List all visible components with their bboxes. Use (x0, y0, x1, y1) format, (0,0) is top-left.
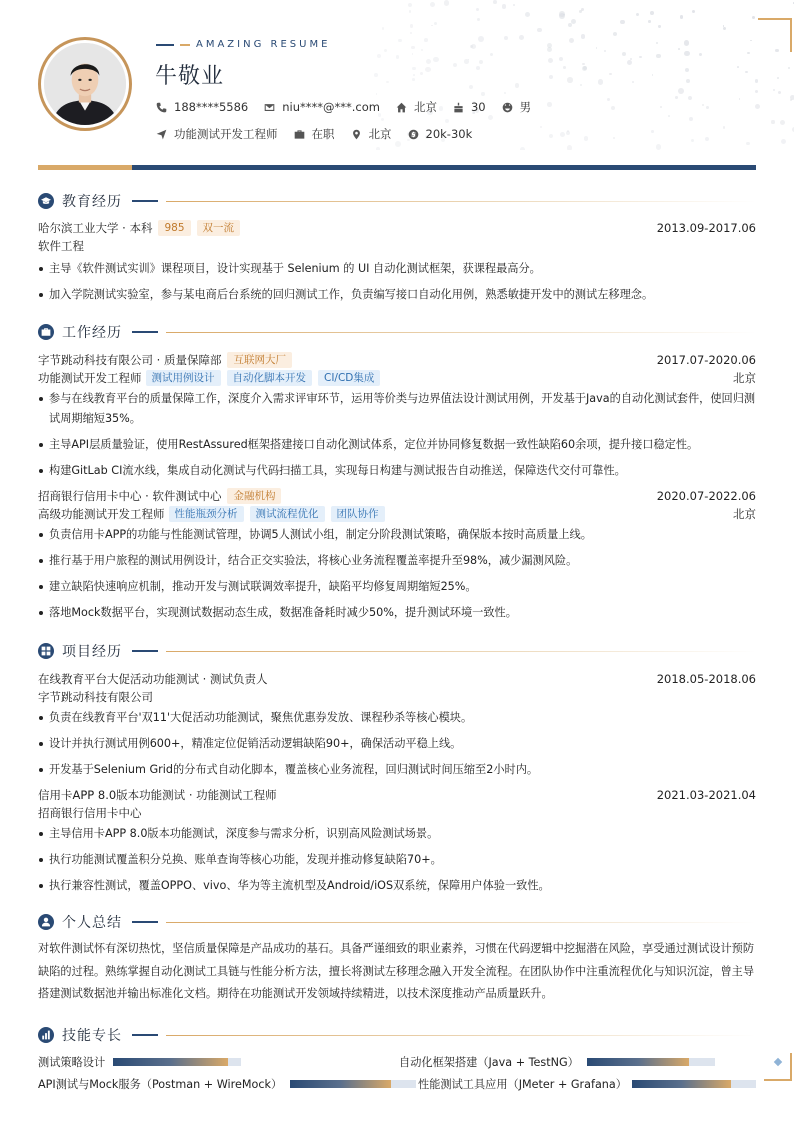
section-title: 项目经历 (62, 644, 122, 660)
company-name: 字节跳动科技有限公司 · 质量保障部 (38, 353, 222, 367)
list-item: 开发基于Selenium Grid的分布式自动化脚本，覆盖核心业务流程，回归测试时间压缩至2小时内。 (38, 760, 756, 780)
school-name: 哈尔滨工业大学 · 本科 (38, 221, 153, 235)
education-period: 2013.09-2017.06 (656, 221, 756, 235)
list-item: 推行基于用户旅程的测试用例设计，结合正交实验法，将核心业务流程覆盖率提升至98%，减少漏测风险。 (38, 551, 756, 571)
school-tag: 985 (158, 220, 190, 236)
section-header (38, 322, 756, 342)
skill-name: 性能测试工具应用（JMeter + Grafana） (418, 1078, 627, 1091)
gender (502, 99, 532, 115)
role-tag: 测试用例设计 (146, 370, 221, 386)
briefcase-icon (38, 324, 54, 340)
salary-value: 20k-30k (425, 127, 473, 141)
school-tag: 双一流 (197, 220, 241, 236)
list-item: 设计并执行测试用例600+，精准定位促销活动逻辑缺陷90+，确保活动平稳上线。 (38, 734, 756, 754)
project-entry (38, 786, 756, 804)
position-value: 功能测试开发工程师 (174, 127, 278, 141)
section-title: 技能专长 (62, 1028, 122, 1044)
role-name: 功能测试开发工程师 (38, 371, 142, 385)
section-title: 工作经历 (62, 325, 122, 341)
bar-chart-icon (38, 1027, 54, 1043)
job-location: 北京 (733, 371, 756, 385)
list-item: 负责在线教育平台'双11'大促活动功能测试，聚焦优惠券发放、课程秒杀等核心模块。 (38, 708, 756, 728)
grid-icon (38, 643, 54, 659)
list-item: 落地Mock数据平台，实现测试数据动态生成，数据准备耗时减少50%，提升测试环境一致性。 (38, 603, 756, 623)
section-header (38, 641, 756, 661)
skill-bar (290, 1080, 416, 1088)
city-value: 北京 (413, 100, 437, 114)
company-tag: 互联网大厂 (227, 352, 292, 368)
role-tag: 性能瓶颈分析 (169, 506, 244, 522)
role-tag: CI/CD集成 (318, 370, 380, 386)
target-city (351, 126, 392, 142)
list-item: 加入学院测试实验室，参与某电商后台系统的回归测试工作，负责编写接口自动化用例，熟悉敏捷开发中的测试左移理念。 (38, 285, 756, 305)
candidate-name: 牛敬业 (155, 64, 225, 89)
phone-value: 188****5586 (174, 100, 249, 114)
tagline-line (156, 44, 174, 46)
status-value: 在职 (311, 127, 335, 141)
smile-icon (502, 102, 513, 113)
list-item: 负责信用卡APP的功能与性能测试管理，协调5人测试小组，制定分阶段测试策略，确保版本按时高质量上线。 (38, 525, 756, 545)
project-entry (38, 670, 756, 688)
skill-item (38, 1075, 416, 1093)
email-value: niu****@***.com (282, 100, 380, 114)
skill-bar (587, 1058, 715, 1066)
job-period: 2020.07-2022.06 (656, 489, 756, 503)
section-header (38, 191, 756, 211)
graduation-cap-icon (38, 193, 54, 209)
project-period: 2021.03-2021.04 (656, 788, 756, 802)
gender-value: 男 (519, 100, 532, 114)
briefcase-icon (294, 129, 305, 140)
summary-section (38, 912, 756, 1006)
job-entry (38, 487, 756, 505)
project-name: 在线教育平台大促活动功能测试 · 测试负责人 (38, 672, 268, 686)
job-location: 北京 (733, 507, 756, 521)
job-role (38, 369, 756, 387)
project-name: 信用卡APP 8.0版本功能测试 · 功能测试工程师 (38, 788, 277, 802)
skill-name: API测试与Mock服务（Postman + WireMock） (38, 1078, 283, 1091)
job-intent-row (156, 126, 488, 142)
section-header (38, 912, 756, 932)
projects-section (38, 641, 756, 902)
role-name: 高级功能测试开发工程师 (38, 507, 165, 521)
avatar-photo (44, 43, 126, 125)
list-item: 主导《软件测试实训》课程项目，设计实现基于 Selenium 的 UI 自动化测试框架，获课程最高分。 (38, 259, 756, 279)
avatar (38, 37, 132, 131)
skill-item (38, 1053, 241, 1071)
role-tag: 团队协作 (331, 506, 385, 522)
skill-item (418, 1075, 756, 1093)
corner-ornament-top (758, 18, 792, 52)
list-item: 主导API层质量验证，使用RestAssured框架搭建接口自动化测试体系，定位并协同修复数据一致性缺陷60余项，提升接口稳定性。 (38, 435, 756, 455)
company-tag: 金融机构 (227, 488, 281, 504)
work-section (38, 322, 756, 629)
header-divider-bar (38, 165, 756, 170)
tagline-accent-line (180, 44, 190, 46)
job-role (38, 505, 756, 523)
section-title: 个人总结 (62, 915, 122, 931)
role-tag: 自动化脚本开发 (227, 370, 313, 386)
salary (408, 127, 473, 141)
money-icon (408, 129, 419, 140)
cake-icon (453, 102, 464, 113)
skill-name: 测试策略设计 (38, 1056, 106, 1069)
skills-list (38, 1051, 756, 1101)
skill-bar (113, 1058, 241, 1066)
job-entry (38, 351, 756, 369)
section-header (38, 1025, 756, 1045)
position (156, 126, 278, 142)
age (453, 100, 486, 114)
phone-icon (156, 102, 167, 113)
home-icon (396, 102, 407, 113)
project-org: 招商银行信用卡中心 (38, 806, 142, 820)
summary-text: 对软件测试怀有深切热忱，坚信质量保障是产品成功的基石。具备严谨细致的职业素养，习惯在代码逻辑中挖掘潜在风险，享受通过测试设计预防缺陷的过程。熟练掌握自动化测试工具链与性能分析方法，擅长将测试左移理念融入开发全流程。在团队协作中注重流程优化与知识沉淀，曾主导搭建测试数据池并输出标准化文档。期待在功能测试开发领域持续精进，以技术深度推动产品质量跃升。 (38, 942, 755, 1000)
major: 软件工程 (38, 239, 84, 253)
education-entry (38, 219, 756, 237)
project-org: 字节跳动科技有限公司 (38, 690, 153, 704)
company-name: 招商银行信用卡中心 · 软件测试中心 (38, 489, 222, 503)
mail-icon (264, 102, 275, 113)
list-item: 建立缺陷快速响应机制，推动开发与测试联调效率提升，缺陷平均修复周期缩短25%。 (38, 577, 756, 597)
skills-section (38, 1025, 756, 1101)
tagline-text: AMAZING RESUME (196, 39, 331, 50)
list-item: 执行功能测试覆盖积分兑换、账单查询等核心功能，发现并推动修复缺陷70+。 (38, 850, 756, 870)
target-city-value: 北京 (368, 127, 392, 141)
role-tag: 测试流程优化 (250, 506, 325, 522)
skill-item (399, 1053, 715, 1071)
job-period: 2017.07-2020.06 (656, 353, 756, 367)
status (294, 126, 335, 142)
age-value: 30 (470, 100, 486, 114)
tagline (156, 39, 330, 50)
education-section (38, 191, 756, 311)
city (396, 99, 437, 115)
user-icon (38, 914, 54, 930)
skill-name: 自动化框架搭建（Java + TestNG） (399, 1056, 579, 1069)
email (264, 100, 380, 114)
list-item: 执行兼容性测试，覆盖OPPO、vivo、华为等主流机型及Android/iOS双系统，保障用户体验一致性。 (38, 876, 756, 896)
list-item: 参与在线教育平台的质量保障工作，深度介入需求评审环节，运用等价类与边界值法设计测试用例，开发基于Java的自动化测试套件，使回归测试周期缩短35%。 (38, 389, 756, 429)
send-icon (156, 129, 167, 140)
contact-row (156, 99, 547, 115)
skill-bar (632, 1080, 756, 1088)
section-title: 教育经历 (62, 194, 122, 210)
location-pin-icon (351, 129, 362, 140)
project-period: 2018.05-2018.06 (656, 672, 756, 686)
list-item: 构建GitLab CI流水线，集成自动化测试与代码扫描工具，实现每日构建与测试报告自动推送，保障迭代交付可靠性。 (38, 461, 756, 481)
phone (156, 100, 248, 114)
list-item: 主导信用卡APP 8.0版本功能测试，深度参与需求分析，识别高风险测试场景。 (38, 824, 756, 844)
